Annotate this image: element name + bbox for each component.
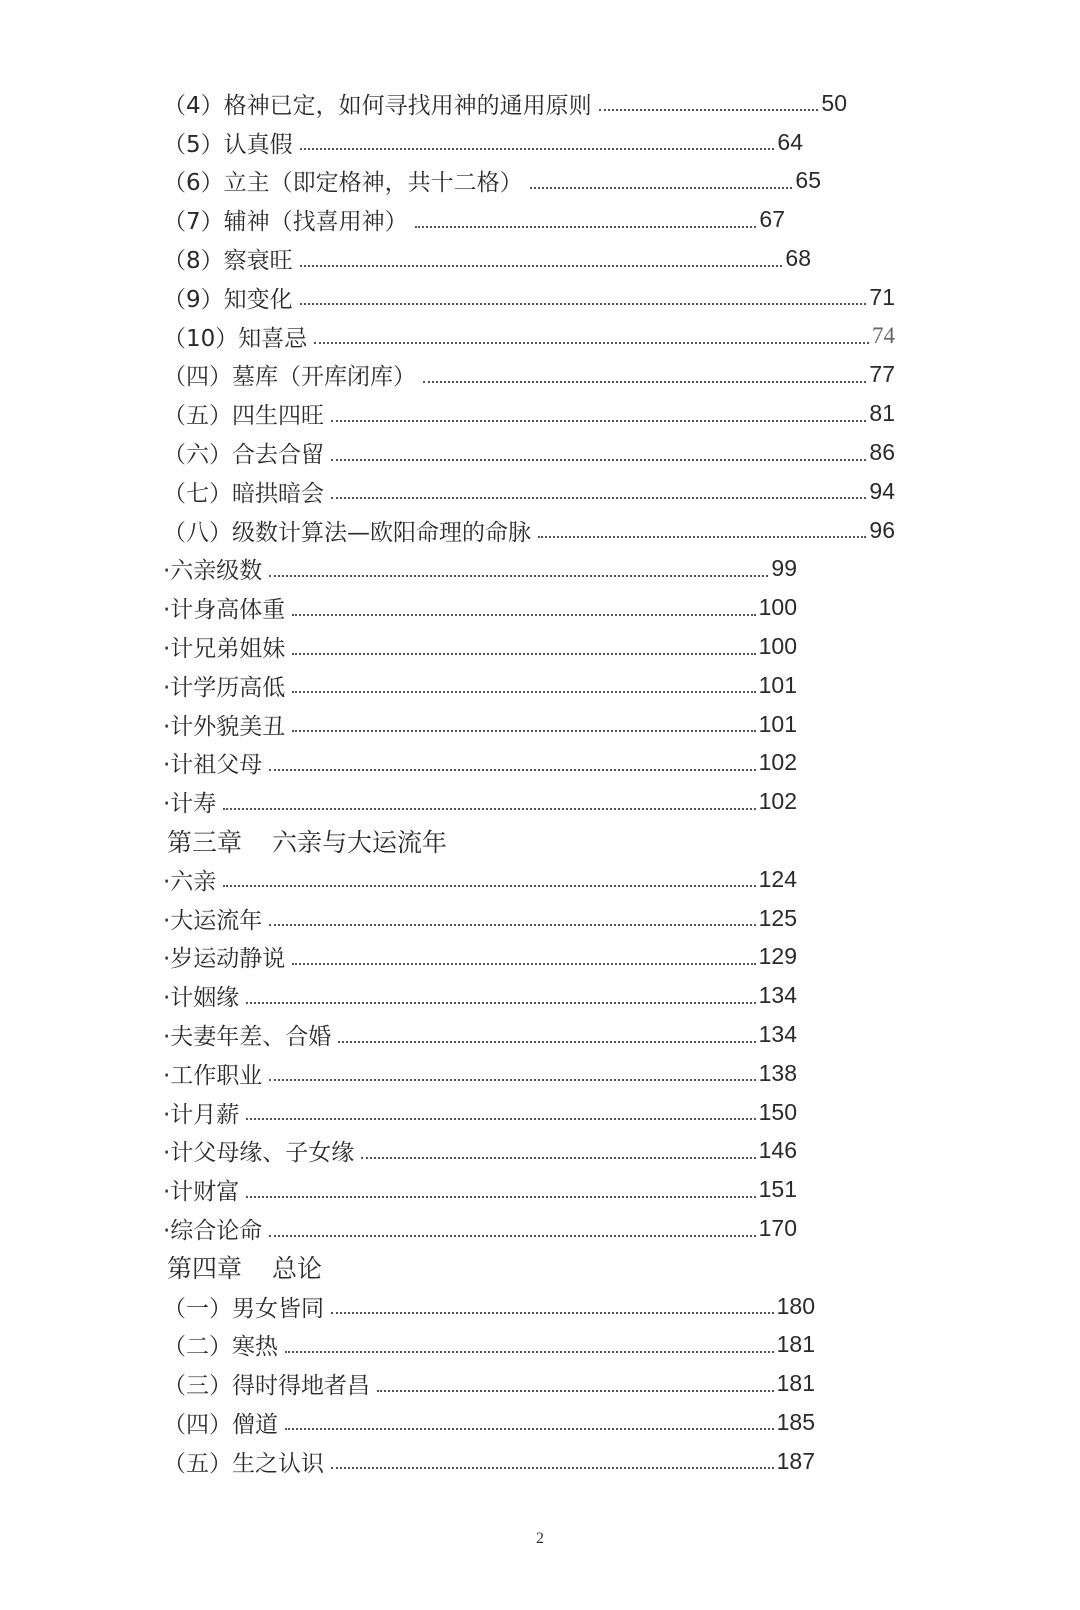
dot-leader bbox=[292, 653, 755, 655]
dot-leader bbox=[246, 1118, 755, 1120]
toc-entry-title: ·计财富 bbox=[163, 1179, 240, 1206]
toc-entry-page: 94 bbox=[869, 477, 895, 504]
toc-entry[interactable] bbox=[163, 938, 797, 977]
toc-entry[interactable] bbox=[163, 123, 803, 162]
toc-entry-page: 185 bbox=[776, 1408, 815, 1435]
toc-entry-page: 187 bbox=[776, 1447, 815, 1474]
dot-leader bbox=[377, 1390, 774, 1392]
toc-entry-title: （三）得时得地者昌 bbox=[163, 1373, 370, 1400]
toc-entry-page: 67 bbox=[759, 206, 785, 233]
dot-leader bbox=[331, 497, 866, 499]
toc-entry[interactable] bbox=[163, 511, 895, 550]
toc-entry-page: 102 bbox=[758, 749, 797, 776]
toc-entry-page: 64 bbox=[777, 128, 803, 155]
chapter-title: 六亲与大运流年 bbox=[272, 827, 448, 857]
toc-entry-page: 100 bbox=[758, 633, 797, 660]
toc-entry[interactable] bbox=[163, 1093, 797, 1132]
toc-entry-title: （五）生之认识 bbox=[163, 1450, 324, 1477]
toc-entry-title: ·计祖父母 bbox=[163, 752, 263, 779]
toc-entry-page: 129 bbox=[758, 943, 797, 970]
toc-entry-page: 170 bbox=[758, 1215, 797, 1241]
toc-entry-title: ·计姻缘 bbox=[163, 985, 240, 1012]
toc-entry-title: （7）辅神（找喜用神） bbox=[163, 209, 408, 236]
table-of-contents bbox=[163, 84, 923, 1481]
toc-entry-title: ·六亲 bbox=[163, 868, 217, 895]
toc-entry-page: 100 bbox=[758, 594, 797, 621]
toc-entry[interactable] bbox=[163, 588, 797, 627]
chapter-title: 总论 bbox=[272, 1254, 323, 1284]
toc-entry[interactable] bbox=[163, 472, 895, 511]
toc-entry-title: （6）立主（即定格神，共十二格） bbox=[163, 170, 523, 197]
toc-entry-page: 138 bbox=[758, 1059, 797, 1086]
toc-entry[interactable] bbox=[163, 705, 797, 744]
toc-entry[interactable] bbox=[163, 1170, 797, 1209]
toc-entry[interactable] bbox=[163, 356, 895, 395]
toc-entry-title: （8）察衰旺 bbox=[163, 248, 293, 275]
toc-entry-page: 68 bbox=[785, 245, 811, 272]
dot-leader bbox=[331, 1312, 774, 1314]
toc-entry[interactable] bbox=[163, 782, 797, 821]
toc-entry-title: ·计兄弟姐妹 bbox=[163, 636, 286, 663]
dot-leader bbox=[415, 226, 757, 228]
toc-entry-title: （八）级数计算法—欧阳命理的命脉 bbox=[163, 519, 531, 546]
dot-leader bbox=[338, 1041, 755, 1043]
toc-entry-page: 146 bbox=[758, 1137, 797, 1164]
toc-entry[interactable] bbox=[163, 550, 797, 589]
dot-leader bbox=[285, 1351, 774, 1353]
dot-leader bbox=[292, 963, 755, 965]
chapter-heading bbox=[163, 1248, 923, 1287]
dot-leader bbox=[361, 1157, 755, 1159]
toc-entry[interactable] bbox=[163, 1054, 797, 1093]
toc-entry[interactable] bbox=[163, 1403, 815, 1442]
toc-entry-title: （四）僧道 bbox=[163, 1411, 278, 1438]
dot-leader bbox=[423, 381, 866, 383]
toc-entry-title: ·综合论命 bbox=[163, 1218, 263, 1244]
dot-leader bbox=[269, 924, 755, 926]
dot-leader bbox=[300, 148, 775, 150]
toc-entry-title: ·六亲级数 bbox=[163, 558, 263, 585]
toc-entry-title: （一）男女皆同 bbox=[163, 1295, 324, 1322]
toc-entry-page: 150 bbox=[758, 1098, 797, 1125]
toc-entry[interactable] bbox=[163, 394, 895, 433]
toc-entry[interactable] bbox=[163, 239, 811, 278]
dot-leader bbox=[331, 1467, 774, 1469]
toc-entry[interactable] bbox=[163, 278, 895, 317]
toc-entry-page: 86 bbox=[869, 439, 895, 466]
dot-leader bbox=[269, 1235, 755, 1237]
toc-entry-page: 50 bbox=[821, 89, 847, 116]
toc-entry-page: 181 bbox=[776, 1331, 815, 1358]
toc-entry-title: （4）格神已定，如何寻找用神的通用原则 bbox=[163, 92, 592, 119]
toc-entry[interactable] bbox=[163, 1287, 815, 1326]
toc-entry-title: ·计学历高低 bbox=[163, 674, 286, 701]
toc-entry-title: （五）四生四旺 bbox=[163, 403, 324, 430]
toc-entry-page: 65 bbox=[795, 167, 821, 194]
toc-entry-page: 151 bbox=[758, 1176, 797, 1203]
toc-entry-title: （9）知变化 bbox=[163, 286, 293, 313]
toc-entry-page: 81 bbox=[869, 400, 895, 427]
toc-entry-page: 102 bbox=[758, 788, 797, 815]
toc-entry[interactable] bbox=[163, 744, 797, 783]
toc-entry-title: ·工作职业 bbox=[163, 1062, 263, 1089]
toc-entry[interactable] bbox=[163, 162, 821, 201]
toc-entry-page: 125 bbox=[758, 904, 797, 931]
toc-entry[interactable] bbox=[163, 1015, 797, 1054]
toc-entry-title: （四）墓库（开库闭库） bbox=[163, 364, 416, 391]
dot-leader bbox=[269, 1079, 755, 1081]
toc-entry-page: 181 bbox=[776, 1370, 815, 1397]
toc-entry[interactable] bbox=[163, 200, 785, 239]
dot-leader bbox=[292, 691, 755, 693]
toc-entry-title: （二）寒热 bbox=[163, 1334, 278, 1361]
toc-entry-page: 71 bbox=[869, 283, 895, 310]
toc-entry[interactable] bbox=[163, 627, 797, 666]
toc-entry[interactable] bbox=[163, 433, 895, 472]
toc-entry-title: （5）认真假 bbox=[163, 131, 293, 158]
chapter-number: 第四章 bbox=[167, 1254, 243, 1284]
toc-entry-page: 101 bbox=[758, 710, 797, 737]
toc-entry-page: 101 bbox=[758, 671, 797, 698]
toc-entry[interactable] bbox=[163, 899, 797, 938]
dot-leader bbox=[246, 1002, 755, 1004]
toc-entry-title: ·岁运动静说 bbox=[163, 946, 286, 973]
page-number: 2 bbox=[536, 1530, 544, 1547]
toc-entry[interactable] bbox=[163, 1442, 815, 1481]
dot-leader bbox=[223, 808, 755, 810]
toc-entry-title: ·计寿 bbox=[163, 791, 217, 818]
dot-leader bbox=[331, 420, 866, 422]
dot-leader bbox=[300, 303, 867, 305]
chapter-heading bbox=[163, 821, 923, 860]
dot-leader bbox=[599, 109, 819, 111]
toc-entry-title: （七）暗拱暗会 bbox=[163, 480, 324, 507]
dot-leader bbox=[300, 265, 783, 267]
toc-entry-title: ·计父母缘、子女缘 bbox=[163, 1140, 355, 1167]
toc-entry-title: ·计外貌美丑 bbox=[163, 713, 286, 740]
dot-leader bbox=[285, 1428, 774, 1430]
toc-entry[interactable] bbox=[163, 666, 797, 705]
chapter-number: 第三章 bbox=[167, 827, 243, 857]
dot-leader bbox=[314, 342, 869, 344]
toc-entry[interactable] bbox=[163, 1132, 797, 1171]
dot-leader bbox=[292, 614, 755, 616]
toc-entry[interactable] bbox=[163, 317, 895, 356]
toc-entry-page: 134 bbox=[758, 982, 797, 1009]
toc-entry-page: 124 bbox=[758, 865, 797, 892]
toc-entry-page: 134 bbox=[758, 1021, 797, 1048]
dot-leader bbox=[269, 575, 768, 577]
dot-leader bbox=[223, 885, 755, 887]
dot-leader bbox=[246, 1196, 755, 1198]
toc-entry[interactable] bbox=[163, 976, 797, 1015]
toc-entry[interactable] bbox=[163, 860, 797, 899]
dot-leader bbox=[538, 536, 866, 538]
dot-leader bbox=[530, 187, 793, 189]
toc-entry-title: ·计身高体重 bbox=[163, 597, 286, 624]
toc-entry-title: （10）知喜忌 bbox=[163, 325, 308, 352]
toc-entry[interactable] bbox=[163, 84, 847, 123]
toc-entry-page: 77 bbox=[869, 361, 895, 388]
toc-entry-page: 74 bbox=[872, 323, 895, 349]
toc-entry-page: 96 bbox=[869, 516, 895, 543]
toc-entry-title: ·夫妻年差、合婚 bbox=[163, 1024, 332, 1051]
toc-entry-page: 180 bbox=[776, 1292, 815, 1319]
toc-entry[interactable] bbox=[163, 1364, 815, 1403]
toc-entry-title: （六）合去合留 bbox=[163, 442, 324, 469]
dot-leader bbox=[269, 769, 755, 771]
toc-entry[interactable] bbox=[163, 1326, 815, 1365]
toc-entry-title: ·计月薪 bbox=[163, 1101, 240, 1128]
toc-entry-title: ·大运流年 bbox=[163, 907, 263, 934]
dot-leader bbox=[331, 459, 866, 461]
toc-entry[interactable] bbox=[163, 1209, 797, 1248]
toc-entry-page: 99 bbox=[771, 555, 797, 582]
dot-leader bbox=[292, 730, 755, 732]
